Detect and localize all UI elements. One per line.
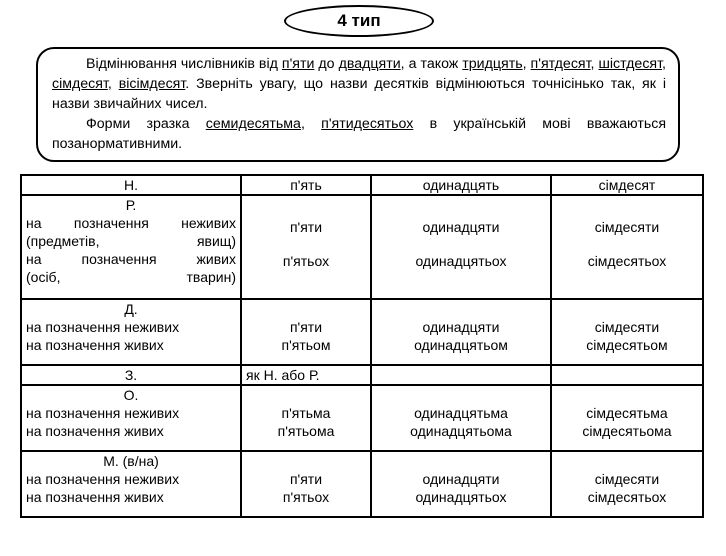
case-cell — [21, 175, 241, 195]
form-cell-c3 — [371, 175, 551, 195]
case-usage-label: на позначення неживих — [26, 471, 180, 487]
case-name: Д. — [124, 301, 138, 317]
case-usage-label: на позначення неживих — [26, 405, 180, 421]
form-cell-c3 — [371, 299, 551, 365]
numeral-form: п'ятьом — [281, 337, 331, 353]
case-name: М. (в/на) — [103, 453, 159, 469]
form-cell-c3 — [371, 365, 551, 385]
case-name: Н. — [124, 177, 138, 193]
case-usage-label: (осіб, тварин) — [26, 269, 236, 285]
table-row — [21, 451, 703, 517]
numeral-form: сімдесятьох — [587, 489, 667, 505]
numeral-form: п'яти — [289, 471, 323, 487]
case-name: З. — [124, 367, 138, 383]
numeral-form: п'яти — [289, 219, 323, 235]
case-usage-label: на позначення неживих — [26, 215, 236, 231]
numeral-form: одинадцятьома — [410, 423, 512, 439]
numeral-form: сімдесяти — [594, 219, 660, 235]
case-name: Р. — [125, 197, 137, 213]
numeral-form: сімдесятьох — [587, 253, 667, 269]
table-row — [21, 299, 703, 365]
case-cell — [21, 385, 241, 451]
case-usage-label: на позначення живих — [26, 489, 164, 505]
form-cell-c4 — [551, 451, 703, 517]
rule-note — [36, 47, 680, 162]
form-cell-c2 — [241, 365, 371, 385]
case-usage-label: на позначення живих — [26, 423, 164, 439]
numeral-form: п'ять — [290, 177, 322, 193]
form-cell-c2 — [241, 451, 371, 517]
table-row — [21, 175, 703, 195]
table-row — [21, 195, 703, 299]
numeral-form: одинадцятьох — [415, 253, 507, 269]
form-cell-c4 — [551, 385, 703, 451]
numeral-form: п'яти — [289, 319, 323, 335]
numeral-form: п'ятьма — [281, 405, 331, 421]
form-cell-c4 — [551, 299, 703, 365]
numeral-form: п'ятьома — [277, 423, 335, 439]
numeral-form: як Н. або Р. — [246, 367, 320, 383]
form-cell-c2 — [241, 299, 371, 365]
numeral-form: сімдесяти — [594, 471, 660, 487]
numeral-form: сімдесятьма — [586, 405, 668, 421]
numeral-form: одинадцятьом — [414, 337, 508, 353]
numeral-form: сімдесятьома — [582, 423, 672, 439]
numeral-form: сімдесят — [598, 177, 656, 193]
form-cell-c3 — [371, 195, 551, 299]
numeral-form: п'ятьох — [282, 253, 330, 269]
form-cell-c2 — [241, 385, 371, 451]
case-cell — [21, 451, 241, 517]
form-cell-c3 — [371, 385, 551, 451]
numeral-form: сімдесятьом — [586, 337, 668, 353]
form-cell-c3 — [371, 451, 551, 517]
case-name: О. — [123, 387, 139, 403]
numeral-form: одинадцять — [422, 177, 500, 193]
case-usage-label: на позначення живих — [26, 251, 236, 267]
rule-paragraph-1: Відмінювання числівників від п'яти до двадцяти, а також тридцять, п'ятдесят, шістдесят, сімдесят, вісімдесят. Зверніть увагу, що назви десятків відмінюються точнісінько так, як і назви звичайних чисел. — [52, 56, 666, 112]
case-cell — [21, 299, 241, 365]
form-cell-c2 — [241, 195, 371, 299]
numeral-form: п'ятьох — [282, 489, 330, 505]
case-usage-label: (предметів, явищ) — [26, 233, 236, 249]
form-cell-c4 — [551, 175, 703, 195]
section-title: 4 тип — [284, 5, 434, 37]
form-cell-c4 — [551, 195, 703, 299]
numeral-form: одинадцятьма — [414, 405, 508, 421]
form-cell-c4 — [551, 365, 703, 385]
case-cell — [21, 365, 241, 385]
case-usage-label: на позначення живих — [26, 337, 164, 353]
numeral-form: одинадцяти — [422, 319, 500, 335]
numeral-form: одинадцяти — [422, 471, 500, 487]
numeral-form: одинадцяти — [422, 219, 500, 235]
declension-table — [20, 174, 704, 518]
form-cell-c2 — [241, 175, 371, 195]
table-row — [21, 385, 703, 451]
rule-paragraph-2: Форми зразка семидесятьма, п'ятидесятьох в українській мові вважаються позанормативними. — [52, 116, 667, 152]
numeral-form: сімдесяти — [594, 319, 660, 335]
table-row — [21, 365, 703, 385]
numeral-form: одинадцятьох — [415, 489, 507, 505]
case-usage-label: на позначення неживих — [26, 319, 180, 335]
case-cell — [21, 195, 241, 299]
